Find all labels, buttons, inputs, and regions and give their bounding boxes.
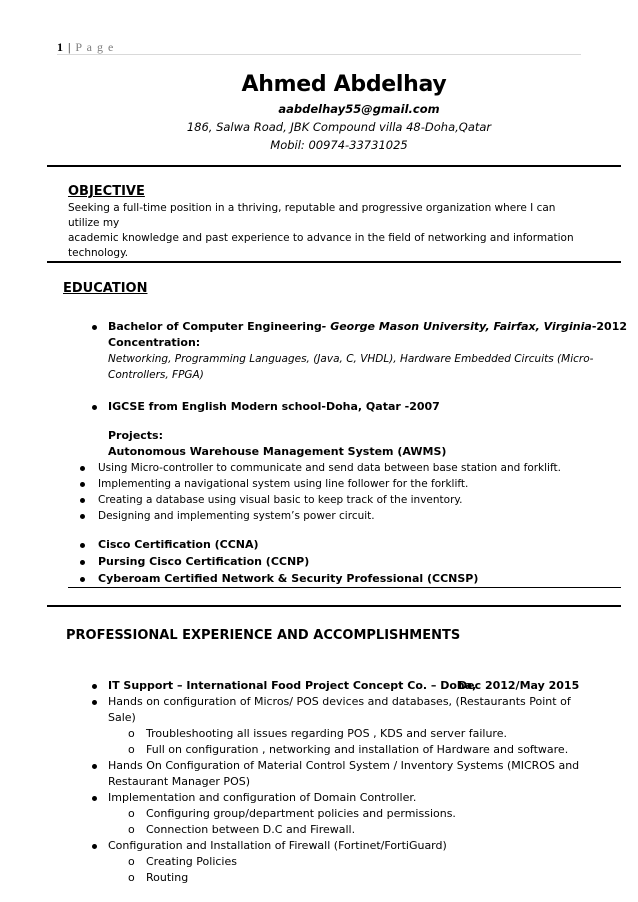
experience-item: Implementation and configuration of Domain Controller.	[108, 791, 417, 804]
certification-item: Cyberoam Certified Network & Security Professional (CCNSP)	[98, 572, 479, 585]
bullet-icon	[92, 700, 97, 705]
concentration-line: Networking, Programming Languages, (Java, C, VHDL), Hardware Embedded Circuits (Micro-	[108, 353, 594, 365]
experience-title: PROFESSIONAL EXPERIENCE AND ACCOMPLISHMENTS	[66, 628, 461, 643]
experience-item: Sale)	[108, 711, 136, 724]
experience-item: Configuration and Installation of Firewall (Fortinet/FortiGuard)	[108, 839, 447, 852]
sub-bullet-icon: o	[128, 807, 135, 820]
experience-item: Hands on configuration of Micros/ POS devices and databases, (Restaurants Point of	[108, 695, 571, 708]
email: aabdelhay55@gmail.com	[278, 102, 440, 116]
bullet-icon	[80, 482, 85, 487]
experience-subitem: Connection between D.C and Firewall.	[146, 823, 356, 836]
bullet-icon	[80, 514, 85, 519]
experience-subitem: Routing	[146, 871, 189, 884]
header-divider	[57, 54, 581, 55]
experience-subitem: Full on configuration , networking and installation of Hardware and software.	[146, 743, 569, 756]
page-number: 1 | P a g e	[57, 40, 115, 54]
sub-bullet-icon: o	[128, 823, 135, 836]
objective-line: academic knowledge and past experience to advance in the field of networking and information	[68, 232, 574, 244]
candidate-name: Ahmed Abdelhay	[241, 72, 447, 97]
sub-bullet-icon: o	[128, 743, 135, 756]
degree-line: Bachelor of Computer Engineering- George Mason University, Fairfax, Virginia-2012	[108, 320, 628, 333]
sub-bullet-icon: o	[128, 855, 135, 868]
project-name: Autonomous Warehouse Management System (AWMS)	[108, 445, 447, 458]
bullet-icon	[92, 796, 97, 801]
bullet-icon	[80, 466, 85, 471]
bullet-icon	[80, 577, 85, 582]
certification-item: Pursing Cisco Certification (CCNP)	[98, 555, 310, 568]
certification-item: Cisco Certification (CCNA)	[98, 538, 259, 551]
experience-item: Restaurant Manager POS)	[108, 775, 250, 788]
objective-line: technology.	[68, 247, 129, 259]
section-divider	[68, 587, 621, 588]
bullet-icon	[80, 543, 85, 548]
project-item: Creating a database using visual basic to keep track of the inventory.	[98, 494, 463, 506]
sub-bullet-icon: o	[128, 871, 135, 884]
concentration-line: Controllers, FPGA)	[108, 369, 204, 381]
project-item: Implementing a navigational system using line follower for the forklift.	[98, 478, 469, 490]
section-divider	[47, 261, 621, 263]
section-divider	[47, 165, 621, 167]
experience-subitem: Creating Policies	[146, 855, 237, 868]
job-dates: Dec 2012/May 2015	[458, 679, 580, 692]
bullet-icon	[92, 684, 97, 689]
project-item: Designing and implementing system’s power circuit.	[98, 510, 375, 522]
igcse-line: IGCSE from English Modern school-Doha, Qatar -2007	[108, 400, 440, 413]
job-title: IT Support – International Food Project Concept Co. – Doha,	[108, 679, 477, 692]
sub-bullet-icon: o	[128, 727, 135, 740]
bullet-icon	[92, 325, 97, 330]
concentration-label: Concentration:	[108, 336, 201, 349]
objective-line: Seeking a full-time position in a thriving, reputable and progressive organization where I can utilize my	[68, 202, 556, 229]
project-item: Using Micro-controller to communicate and send data between base station and forklift.	[98, 462, 561, 474]
bullet-icon	[92, 844, 97, 849]
bullet-icon	[92, 764, 97, 769]
education-title: EDUCATION	[63, 281, 148, 296]
bullet-icon	[92, 405, 97, 410]
projects-label: Projects:	[108, 429, 163, 442]
address: 186, Salwa Road, JBK Compound villa 48-Doha,Qatar	[186, 120, 492, 134]
experience-subitem: Troubleshooting all issues regarding POS , KDS and server failure.	[146, 727, 507, 740]
bullet-icon	[80, 498, 85, 503]
objective-title: OBJECTIVE	[68, 184, 145, 199]
section-divider	[47, 605, 621, 607]
mobile: Mobil: 00974-33731025	[270, 138, 408, 152]
experience-item: Hands On Configuration of Material Control System / Inventory Systems (MICROS and	[108, 759, 580, 772]
experience-subitem: Configuring group/department policies and permissions.	[146, 807, 456, 820]
bullet-icon	[80, 560, 85, 565]
objective-text	[68, 201, 588, 261]
